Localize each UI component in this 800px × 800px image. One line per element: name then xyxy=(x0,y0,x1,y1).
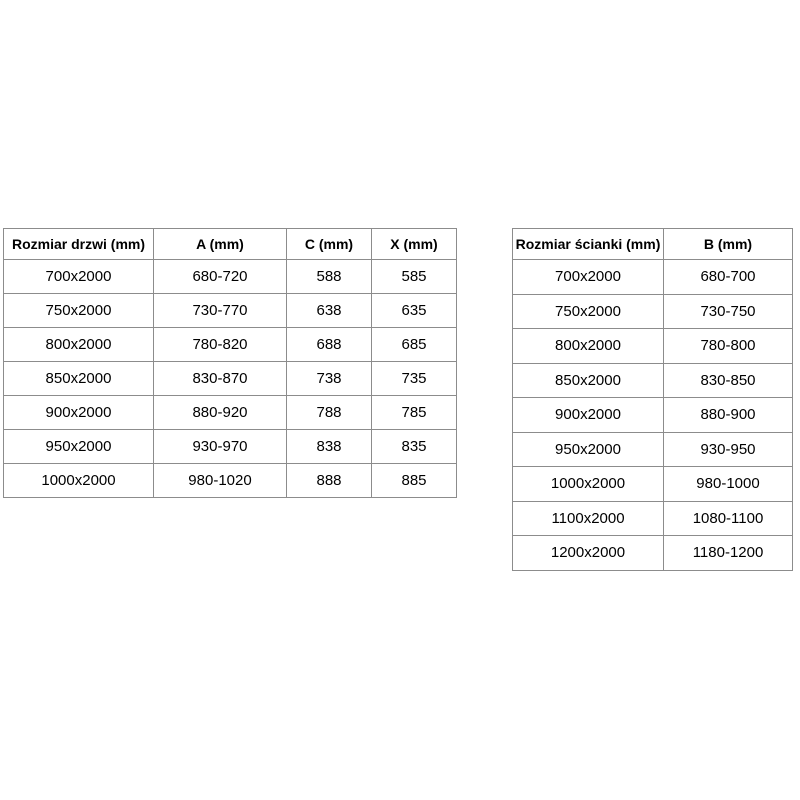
table-cell: 585 xyxy=(372,260,457,294)
table-cell: 780-800 xyxy=(664,329,793,364)
table-cell: 980-1020 xyxy=(154,464,287,498)
table-cell: 880-900 xyxy=(664,398,793,433)
table-cell: 880-920 xyxy=(154,396,287,430)
table-cell: 750x2000 xyxy=(513,294,664,329)
wall-panel-size-table xyxy=(512,228,793,571)
table-cell: 788 xyxy=(287,396,372,430)
table-cell: 800x2000 xyxy=(513,329,664,364)
table-row xyxy=(4,260,457,294)
table-header-cell: X (mm) xyxy=(372,229,457,260)
table-row xyxy=(4,464,457,498)
table-row xyxy=(4,362,457,396)
table-row xyxy=(513,536,793,571)
table-row xyxy=(513,260,793,295)
table-cell: 735 xyxy=(372,362,457,396)
table-row xyxy=(4,294,457,328)
table-cell: 885 xyxy=(372,464,457,498)
table-cell: 930-950 xyxy=(664,432,793,467)
table-cell: 900x2000 xyxy=(513,398,664,433)
table-cell: 930-970 xyxy=(154,430,287,464)
table-row xyxy=(513,329,793,364)
table-header-row xyxy=(4,229,457,260)
table-cell: 900x2000 xyxy=(4,396,154,430)
table-cell: 700x2000 xyxy=(4,260,154,294)
table-cell: 830-850 xyxy=(664,363,793,398)
table-cell: 1180-1200 xyxy=(664,536,793,571)
table-row xyxy=(513,467,793,502)
table-cell: 685 xyxy=(372,328,457,362)
table-header-cell: Rozmiar drzwi (mm) xyxy=(4,229,154,260)
table-row xyxy=(513,432,793,467)
table-cell: 1080-1100 xyxy=(664,501,793,536)
table-cell: 838 xyxy=(287,430,372,464)
table-header-row xyxy=(513,229,793,260)
table-cell: 850x2000 xyxy=(4,362,154,396)
table-cell: 800x2000 xyxy=(4,328,154,362)
table-cell: 950x2000 xyxy=(513,432,664,467)
door-size-table-container xyxy=(3,228,457,498)
table-cell: 780-820 xyxy=(154,328,287,362)
table-cell: 750x2000 xyxy=(4,294,154,328)
table-cell: 980-1000 xyxy=(664,467,793,502)
table-row xyxy=(4,396,457,430)
table-cell: 785 xyxy=(372,396,457,430)
door-size-table xyxy=(3,228,457,498)
table-cell: 1100x2000 xyxy=(513,501,664,536)
table-cell: 738 xyxy=(287,362,372,396)
table-row xyxy=(513,501,793,536)
table-cell: 850x2000 xyxy=(513,363,664,398)
table-cell: 680-700 xyxy=(664,260,793,295)
table-header-cell: Rozmiar ścianki (mm) xyxy=(513,229,664,260)
table-cell: 950x2000 xyxy=(4,430,154,464)
table-cell: 730-750 xyxy=(664,294,793,329)
table-row xyxy=(513,363,793,398)
wall-panel-size-table-container xyxy=(512,228,793,571)
table-row xyxy=(513,398,793,433)
table-cell: 835 xyxy=(372,430,457,464)
table-cell: 635 xyxy=(372,294,457,328)
table-cell: 700x2000 xyxy=(513,260,664,295)
table-cell: 1000x2000 xyxy=(513,467,664,502)
table-cell: 680-720 xyxy=(154,260,287,294)
table-cell: 588 xyxy=(287,260,372,294)
table-cell: 638 xyxy=(287,294,372,328)
table-cell: 1000x2000 xyxy=(4,464,154,498)
table-header-cell: B (mm) xyxy=(664,229,793,260)
table-header-cell: C (mm) xyxy=(287,229,372,260)
table-cell: 830-870 xyxy=(154,362,287,396)
table-cell: 730-770 xyxy=(154,294,287,328)
table-row xyxy=(4,328,457,362)
table-row xyxy=(4,430,457,464)
table-cell: 688 xyxy=(287,328,372,362)
table-row xyxy=(513,294,793,329)
table-cell: 888 xyxy=(287,464,372,498)
table-cell: 1200x2000 xyxy=(513,536,664,571)
table-header-cell: A (mm) xyxy=(154,229,287,260)
